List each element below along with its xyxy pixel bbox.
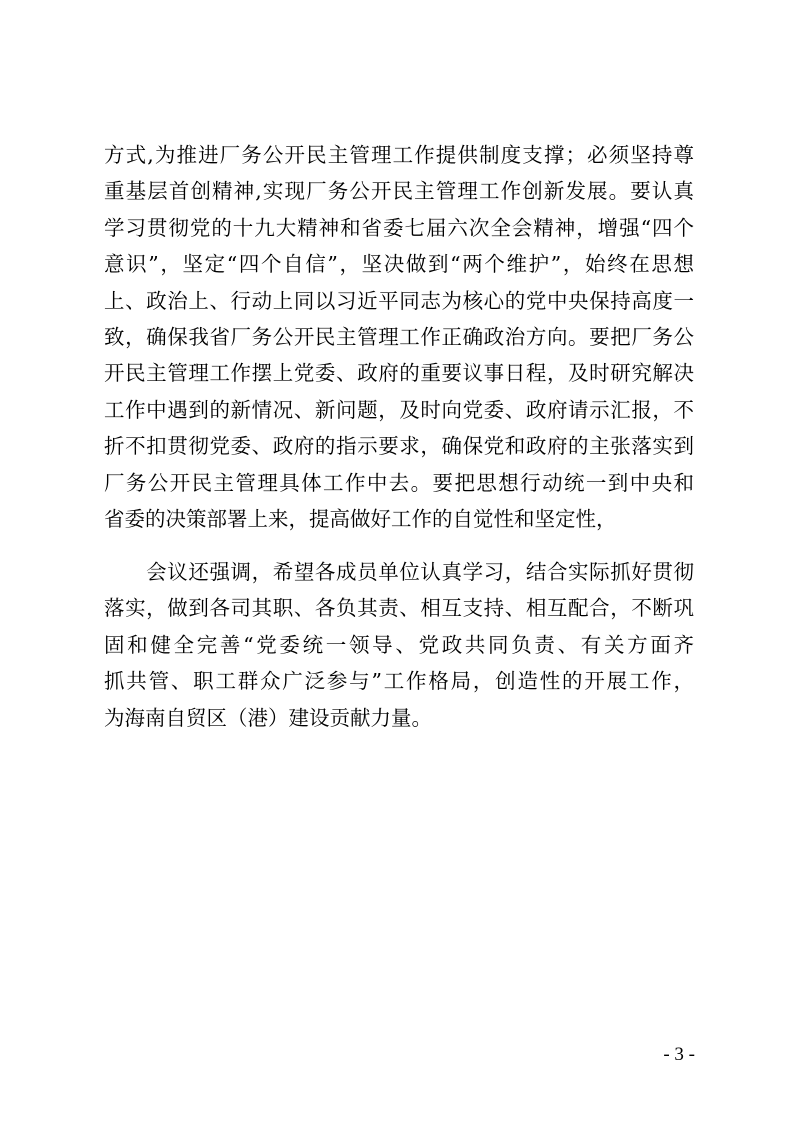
text-line: 折不扣贯彻党委、政府的指示要求，确保党和政府的主张落实到 (104, 434, 694, 459)
text-line: 上、政治上、行动上同以习近平同志为核心的党中央保持高度一 (104, 288, 694, 313)
text-line: 工作中遇到的新情况、新问题，及时向党委、政府请示汇报，不 (104, 397, 694, 422)
text-line: 落实，做到各司其职、各负其责、相互支持、相互配合，不断巩 (104, 596, 694, 621)
text-line: 致，确保我省厂务公开民主管理工作正确政治方向。要把厂务公 (104, 324, 694, 349)
text-line: 重基层首创精神,实现厂务公开民主管理工作创新发展。要认真 (104, 179, 694, 204)
text-line: 厂务公开民主管理具体工作中去。要把思想行动统一到中央和 (104, 470, 694, 495)
paragraph-1 (104, 137, 694, 537)
paragraph-2 (104, 554, 694, 736)
text-line: 省委的决策部署上来，提高做好工作的自觉性和坚定性， (104, 506, 617, 531)
page-number: - 3 - (663, 1044, 695, 1065)
text-line: 开民主管理工作摆上党委、政府的重要议事日程，及时研究解决 (104, 361, 694, 386)
text-line: 抓共管、职工群众广泛参与”工作格局，创造性的开展工作， (104, 669, 694, 694)
text-line: 方式,为推进厂务公开民主管理工作提供制度支撑；必须坚持尊 (104, 143, 694, 167)
text-line: 学习贯彻党的十九大精神和省委七届六次全会精神，增强“四个 (104, 215, 694, 240)
text-line: 意识”，坚定“四个自信”，坚决做到“两个维护”，始终在思想 (104, 252, 694, 277)
text-line: 为海南自贸区（港）建设贡献力量。 (104, 705, 432, 730)
text-line: 固和健全完善“党委统一领导、党政共同负责、有关方面齐 (104, 632, 694, 657)
text-line: 会议还强调，希望各成员单位认真学习，结合实际抓好贯彻 (104, 560, 694, 584)
